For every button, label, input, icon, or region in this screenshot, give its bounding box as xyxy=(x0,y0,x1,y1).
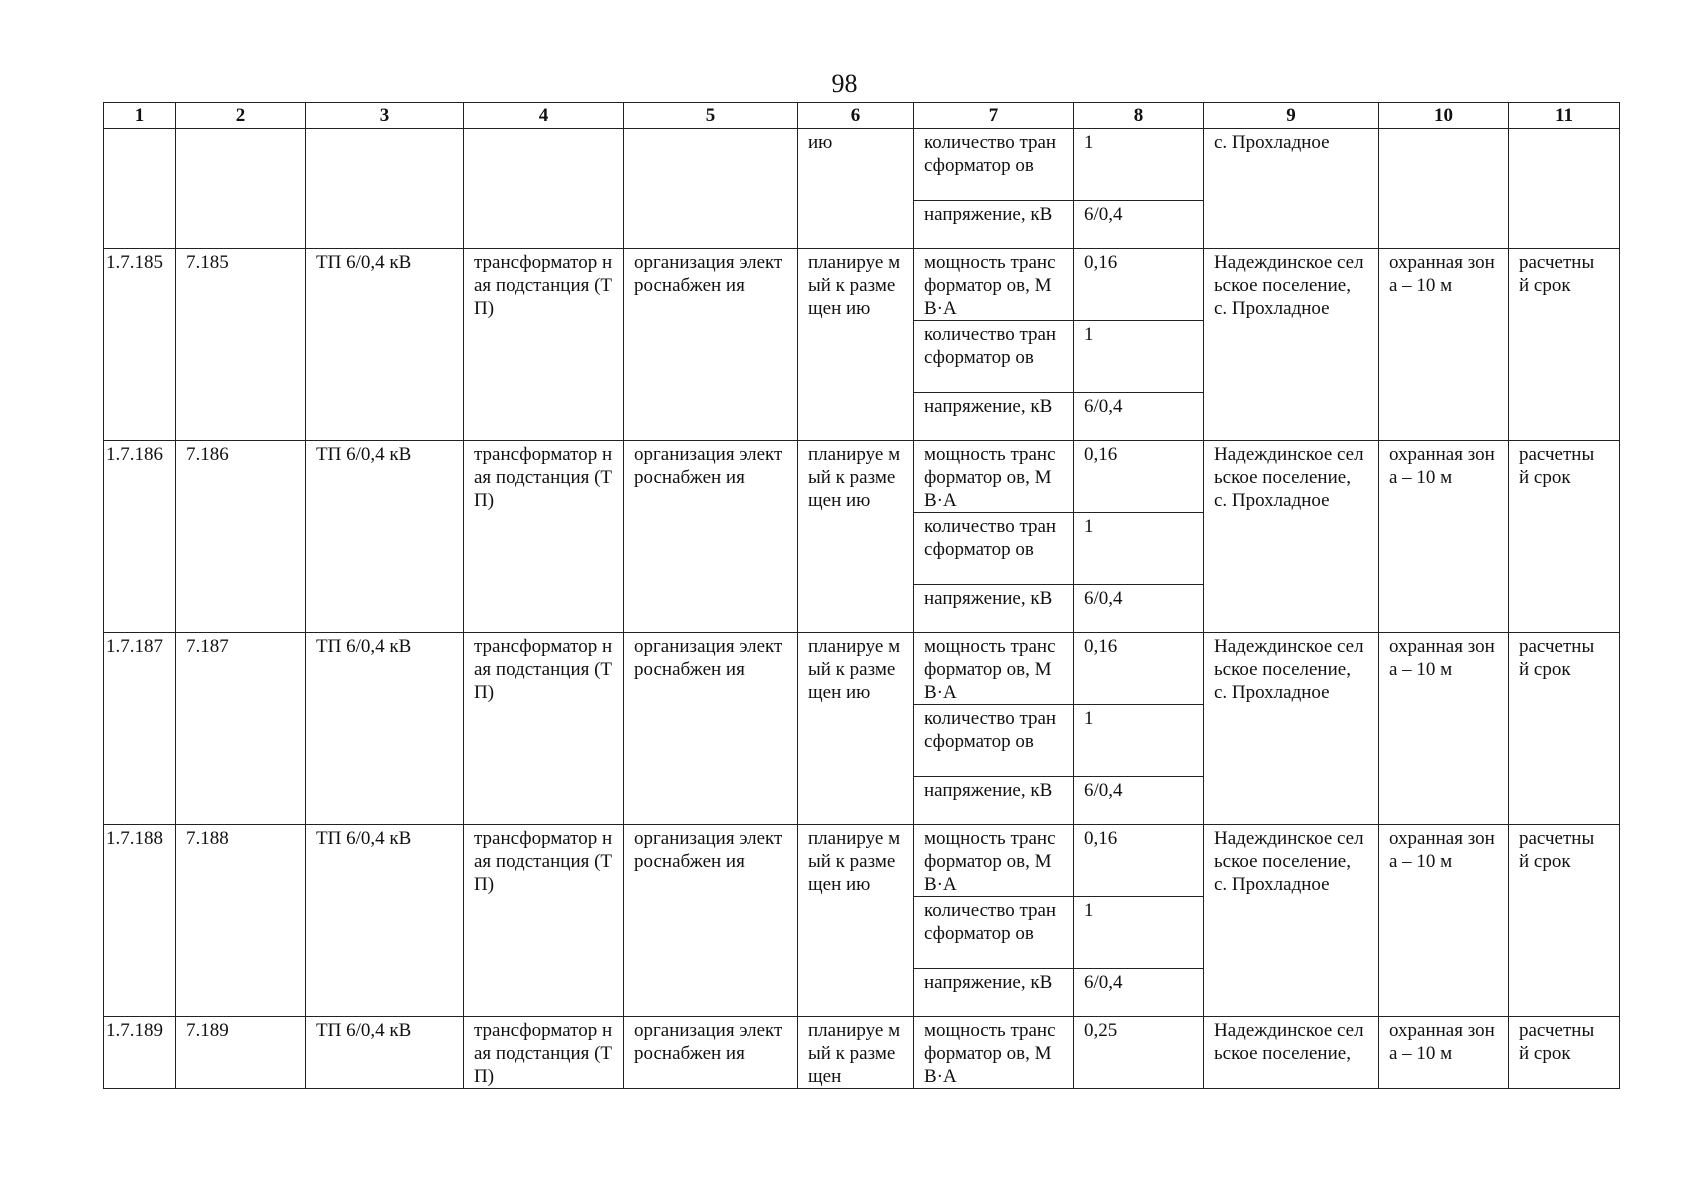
cell-code: 7.185 xyxy=(176,249,306,441)
cell-status: планируе мый к размещен xyxy=(798,1017,914,1089)
column-header: 2 xyxy=(176,103,306,129)
column-header: 10 xyxy=(1379,103,1509,129)
cell-code: 7.188 xyxy=(176,825,306,1017)
cell-name xyxy=(306,129,464,249)
data-table xyxy=(103,102,1620,1089)
cell-param-name: напряжение, кВ xyxy=(914,777,1074,825)
cell-param-name: мощность трансформатор ов, МВ·А xyxy=(914,825,1074,897)
header-row xyxy=(104,103,1620,129)
cell-name: ТП 6/0,4 кВ xyxy=(306,633,464,825)
cell-name: ТП 6/0,4 кВ xyxy=(306,1017,464,1089)
cell-param-value: 1 xyxy=(1074,705,1204,777)
cell-location: Надеждинское сельское поселение, xyxy=(1204,1017,1379,1089)
cell-location: с. Прохладное xyxy=(1204,129,1379,249)
cell-purpose: организация электроснабжен ия xyxy=(624,1017,798,1089)
cell-num: 1.7.189 xyxy=(104,1017,176,1089)
cell-param-name: напряжение, кВ xyxy=(914,969,1074,1017)
cell-param-value: 0,16 xyxy=(1074,441,1204,513)
cell-param-value: 1 xyxy=(1074,321,1204,393)
cell-purpose: организация электроснабжен ия xyxy=(624,825,798,1017)
cell-code: 7.189 xyxy=(176,1017,306,1089)
cell-status: планируе мый к размещен ию xyxy=(798,633,914,825)
cell-param-name: количество трансформатор ов xyxy=(914,513,1074,585)
cell-param-value: 6/0,4 xyxy=(1074,969,1204,1017)
cell-term xyxy=(1509,129,1620,249)
column-header: 6 xyxy=(798,103,914,129)
cell-num: 1.7.188 xyxy=(104,825,176,1017)
cell-param-value: 6/0,4 xyxy=(1074,201,1204,249)
page-number: 98 xyxy=(831,69,858,98)
cell-zone xyxy=(1379,129,1509,249)
cell-code: 7.186 xyxy=(176,441,306,633)
cell-param-value: 6/0,4 xyxy=(1074,585,1204,633)
cell-param-name: напряжение, кВ xyxy=(914,393,1074,441)
cell-param-value: 0,16 xyxy=(1074,825,1204,897)
cell-param-name: количество трансформатор ов xyxy=(914,321,1074,393)
cell-status: планируе мый к размещен ию xyxy=(798,441,914,633)
cell-purpose xyxy=(624,129,798,249)
cell-name: ТП 6/0,4 кВ xyxy=(306,249,464,441)
cell-param-name: мощность трансформатор ов, МВ·А xyxy=(914,441,1074,513)
column-header: 1 xyxy=(104,103,176,129)
cell-term: расчетны й срок xyxy=(1509,633,1620,825)
cell-type: трансформатор ная подстанция (ТП) xyxy=(464,633,624,825)
cell-num: 1.7.187 xyxy=(104,633,176,825)
cell-num: 1.7.185 xyxy=(104,249,176,441)
cell-location: Надеждинское сельское поселение, с. Прохладное xyxy=(1204,633,1379,825)
column-header: 3 xyxy=(306,103,464,129)
column-header: 7 xyxy=(914,103,1074,129)
cell-status: ию xyxy=(798,129,914,249)
cell-param-name: количество трансформатор ов xyxy=(914,897,1074,969)
cell-code: 7.187 xyxy=(176,633,306,825)
cell-num xyxy=(104,129,176,249)
cell-term: расчетны й срок xyxy=(1509,441,1620,633)
table-row xyxy=(104,129,1620,201)
cell-purpose: организация электроснабжен ия xyxy=(624,249,798,441)
cell-param-name: количество трансформатор ов xyxy=(914,705,1074,777)
cell-code xyxy=(176,129,306,249)
cell-zone: охранная зона – 10 м xyxy=(1379,249,1509,441)
cell-type: трансформатор ная подстанция (ТП) xyxy=(464,249,624,441)
column-header: 4 xyxy=(464,103,624,129)
cell-type xyxy=(464,129,624,249)
cell-term: расчетны й срок xyxy=(1509,249,1620,441)
cell-param-value: 6/0,4 xyxy=(1074,777,1204,825)
cell-param-value: 0,16 xyxy=(1074,633,1204,705)
cell-zone: охранная зона – 10 м xyxy=(1379,1017,1509,1089)
table-row xyxy=(104,1017,1620,1089)
cell-term: расчетны й срок xyxy=(1509,1017,1620,1089)
cell-param-name: мощность трансформатор ов, МВ·А xyxy=(914,633,1074,705)
cell-zone: охранная зона – 10 м xyxy=(1379,441,1509,633)
column-header: 11 xyxy=(1509,103,1620,129)
cell-location: Надеждинское сельское поселение, с. Прохладное xyxy=(1204,249,1379,441)
cell-status: планируе мый к размещен ию xyxy=(798,249,914,441)
table-row xyxy=(104,633,1620,705)
cell-type: трансформатор ная подстанция (ТП) xyxy=(464,1017,624,1089)
cell-location: Надеждинское сельское поселение, с. Прохладное xyxy=(1204,441,1379,633)
cell-param-value: 1 xyxy=(1074,129,1204,201)
cell-param-name: мощность трансформатор ов, МВ·А xyxy=(914,249,1074,321)
table-row xyxy=(104,249,1620,321)
cell-zone: охранная зона – 10 м xyxy=(1379,825,1509,1017)
cell-name: ТП 6/0,4 кВ xyxy=(306,441,464,633)
cell-param-name: напряжение, кВ xyxy=(914,585,1074,633)
cell-purpose: организация электроснабжен ия xyxy=(624,633,798,825)
cell-param-name: количество трансформатор ов xyxy=(914,129,1074,201)
cell-param-value: 1 xyxy=(1074,897,1204,969)
cell-param-value: 0,16 xyxy=(1074,249,1204,321)
cell-location: Надеждинское сельское поселение, с. Прохладное xyxy=(1204,825,1379,1017)
table-row xyxy=(104,441,1620,513)
table-row xyxy=(104,825,1620,897)
cell-num: 1.7.186 xyxy=(104,441,176,633)
cell-param-value: 0,25 xyxy=(1074,1017,1204,1089)
cell-term: расчетны й срок xyxy=(1509,825,1620,1017)
cell-param-name: мощность трансформатор ов, МВ·А xyxy=(914,1017,1074,1089)
cell-param-value: 6/0,4 xyxy=(1074,393,1204,441)
cell-param-name: напряжение, кВ xyxy=(914,201,1074,249)
column-header: 5 xyxy=(624,103,798,129)
cell-type: трансформатор ная подстанция (ТП) xyxy=(464,441,624,633)
cell-zone: охранная зона – 10 м xyxy=(1379,633,1509,825)
cell-status: планируе мый к размещен ию xyxy=(798,825,914,1017)
column-header: 9 xyxy=(1204,103,1379,129)
cell-name: ТП 6/0,4 кВ xyxy=(306,825,464,1017)
cell-type: трансформатор ная подстанция (ТП) xyxy=(464,825,624,1017)
cell-purpose: организация электроснабжен ия xyxy=(624,441,798,633)
cell-param-value: 1 xyxy=(1074,513,1204,585)
column-header: 8 xyxy=(1074,103,1204,129)
